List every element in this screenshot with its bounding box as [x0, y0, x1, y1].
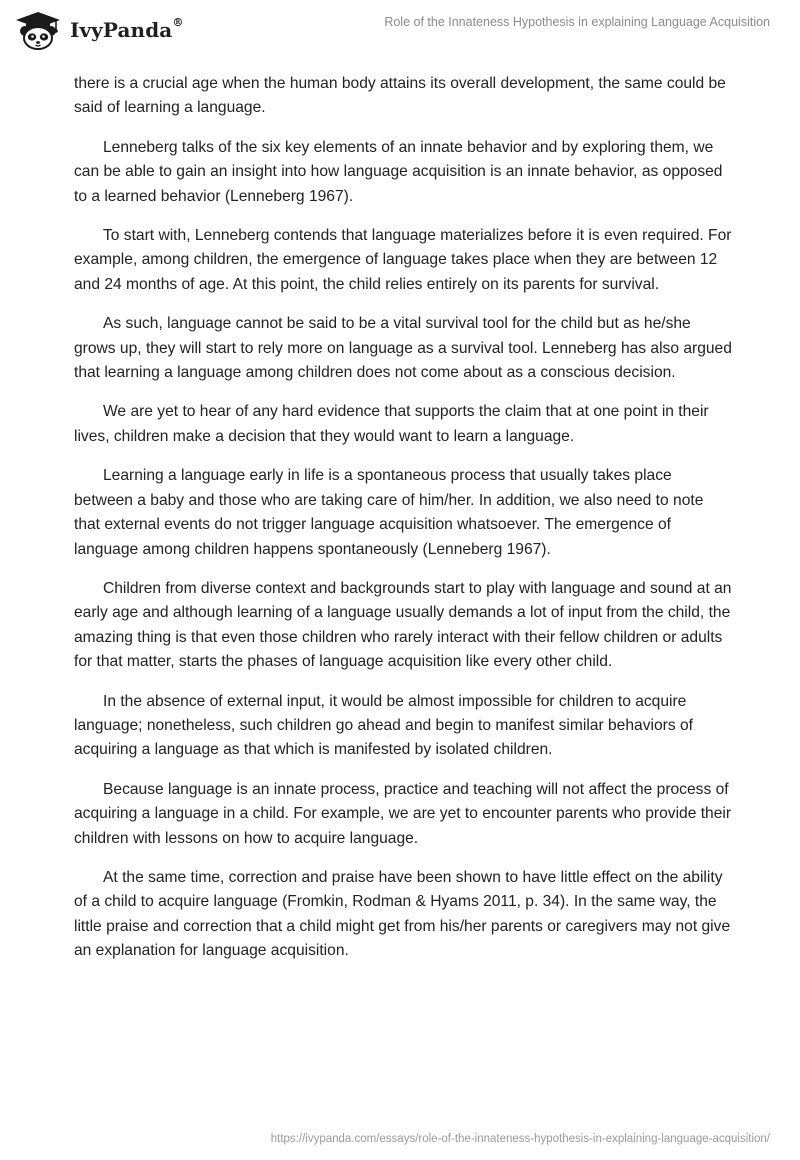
registered-mark: ®: [172, 16, 184, 30]
source-url-link[interactable]: https://ivypanda.com/essays/role-of-the-innateness-hypothesis-in-explaining-language-acquisition/: [270, 1133, 770, 1145]
paragraph: At the same time, correction and praise have been shown to have little effect on the ability of a child to acquire language (Fromkin, Rodman & Hyams 2011, p. 34). In the same way, the little praise and correction that a child might get from his/her parents or caregivers may not give an explanation for language acquisition.: [74, 868, 731, 960]
paragraph: Lenneberg talks of the six key elements of an innate behavior and by exploring them, we can be able to gain an insight into how language acquisition is an innate behavior, as opposed to a learned behavior (Lenneberg 1967).: [74, 138, 723, 205]
ivypanda-logo[interactable]: [14, 10, 183, 50]
paragraph: To start with, Lenneberg contends that language materializes before it is even required. For example, among children, the emergence of language takes place when they are between 12 and 24 months of age. At this point, the child relies entirely on its parents for survival.: [74, 227, 732, 293]
brand-name: [70, 18, 183, 42]
page-header: [0, 0, 800, 56]
paragraph: We are yet to hear of any hard evidence that supports the claim that at one point in their lives, children make a decision that they would want to learn a language.: [74, 403, 709, 445]
paragraph: As such, language cannot be said to be a vital survival tool for the child but as he/she grows up, they will start to rely more on language as a survival tool. Lenneberg has also argued that learning a language among children does not come about as a conscious decision.: [74, 315, 732, 382]
brand-name-text: IvyPanda: [70, 18, 173, 42]
paragraph: Because language is an innate process, practice and teaching will not affect the process of acquiring a language in a child. For example, we are yet to encounter parents who provide their children with lessons on how to acquire language.: [74, 780, 732, 847]
paragraph: there is a crucial age when the human body attains its overall development, the same could be said of learning a language.: [74, 75, 726, 117]
essay-body: [74, 72, 732, 979]
paragraph: Learning a language early in life is a spontaneous process that usually takes place between a baby and those who are taking care of him/her. In addition, we also need to note that external events do not trigger language acquisition whatsoever. The emergence of language among children happens spontaneously (Lenneberg 1967).: [74, 467, 704, 558]
document-title: Role of the Innateness Hypothesis in explaining Language Acquisition: [384, 15, 770, 29]
panda-graduate-icon: [14, 10, 62, 50]
paragraph: In the absence of external input, it would be almost impossible for children to acquire language; nonetheless, such children go ahead and begin to manifest similar behaviors of acquiring a language as that which is manifested by isolated children.: [74, 692, 693, 759]
paragraph: Children from diverse context and backgrounds start to play with language and sound at an early age and although learning of a language usually demands a lot of input from the child, the amazing thing is that even those children who rarely interact with their fellow children or adults for that matter, starts the phases of language acquisition like every other child.: [74, 579, 732, 671]
